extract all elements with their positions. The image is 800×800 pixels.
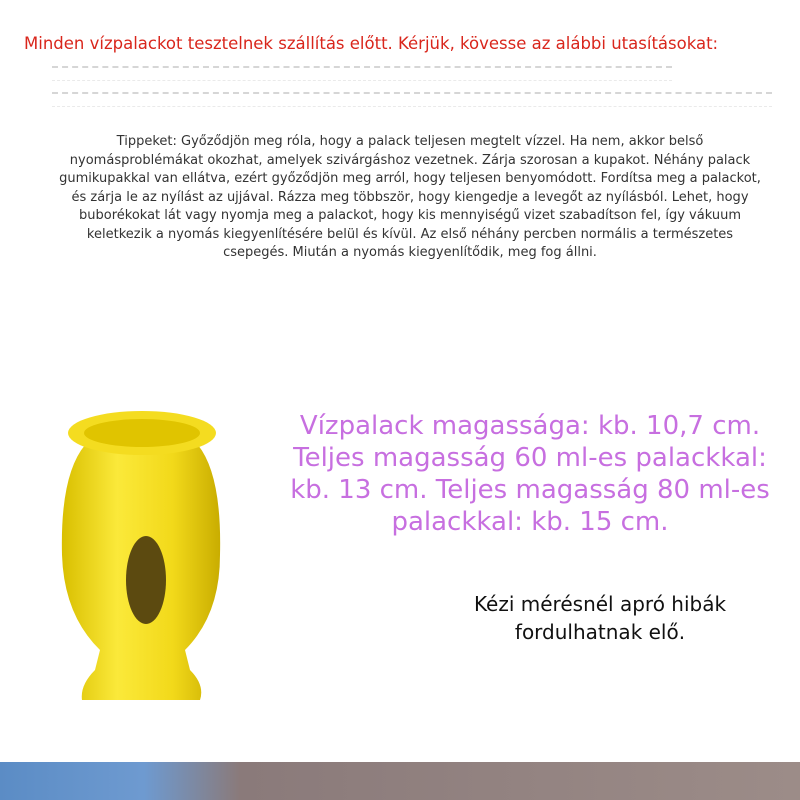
tips-paragraph: Tippeket: Győződjön meg róla, hogy a palack teljesen megtelt vízzel. Ha nem, akkor belső nyomásproblémákat okozhat, amelyek szivárgáshoz vezetnek. Zárja szorosan a kupakot. Néhány palack gumikupakkal van ellátva, ezért győződjön meg arról, hogy teljesen benyomódott. Fordítsa meg a palackot, és zárja le az nyílást az ujjával. Rázza meg többször, hogy kiengedje a levegőt az nyílásból. Lehet, hogy buborékokat lát vagy nyomja meg a palackot, hogy kis mennyiségű vizet szabadítson fel, így vákuum keletkezik a nyomás kiegyenlítésére belül és kívül. Az első néhány percben normális a természetes csepegés. Miután a nyomás kiegyenlítődik, meg fog állni. — [59, 134, 761, 260]
background-surface — [0, 762, 800, 800]
dimensions-text: Vízpalack magassága: kb. 10,7 cm. Teljes magasság 60 ml-es palackkal: kb. 13 cm. Teljes magasság 80 ml-es palackkal: kb. 15 cm. — [290, 411, 770, 537]
yellow-bottle-holder-image — [40, 385, 250, 755]
header-title: Minden vízpalackot tesztelnek szállítás előtt. Kérjük, kövesse az alábbi utasításokat: — [24, 34, 719, 53]
measurement-note: Kézi mérésnél apró hibák fordulhatnak elő. — [473, 592, 727, 644]
faded-text-line — [52, 66, 672, 81]
faded-text-line — [52, 92, 772, 107]
